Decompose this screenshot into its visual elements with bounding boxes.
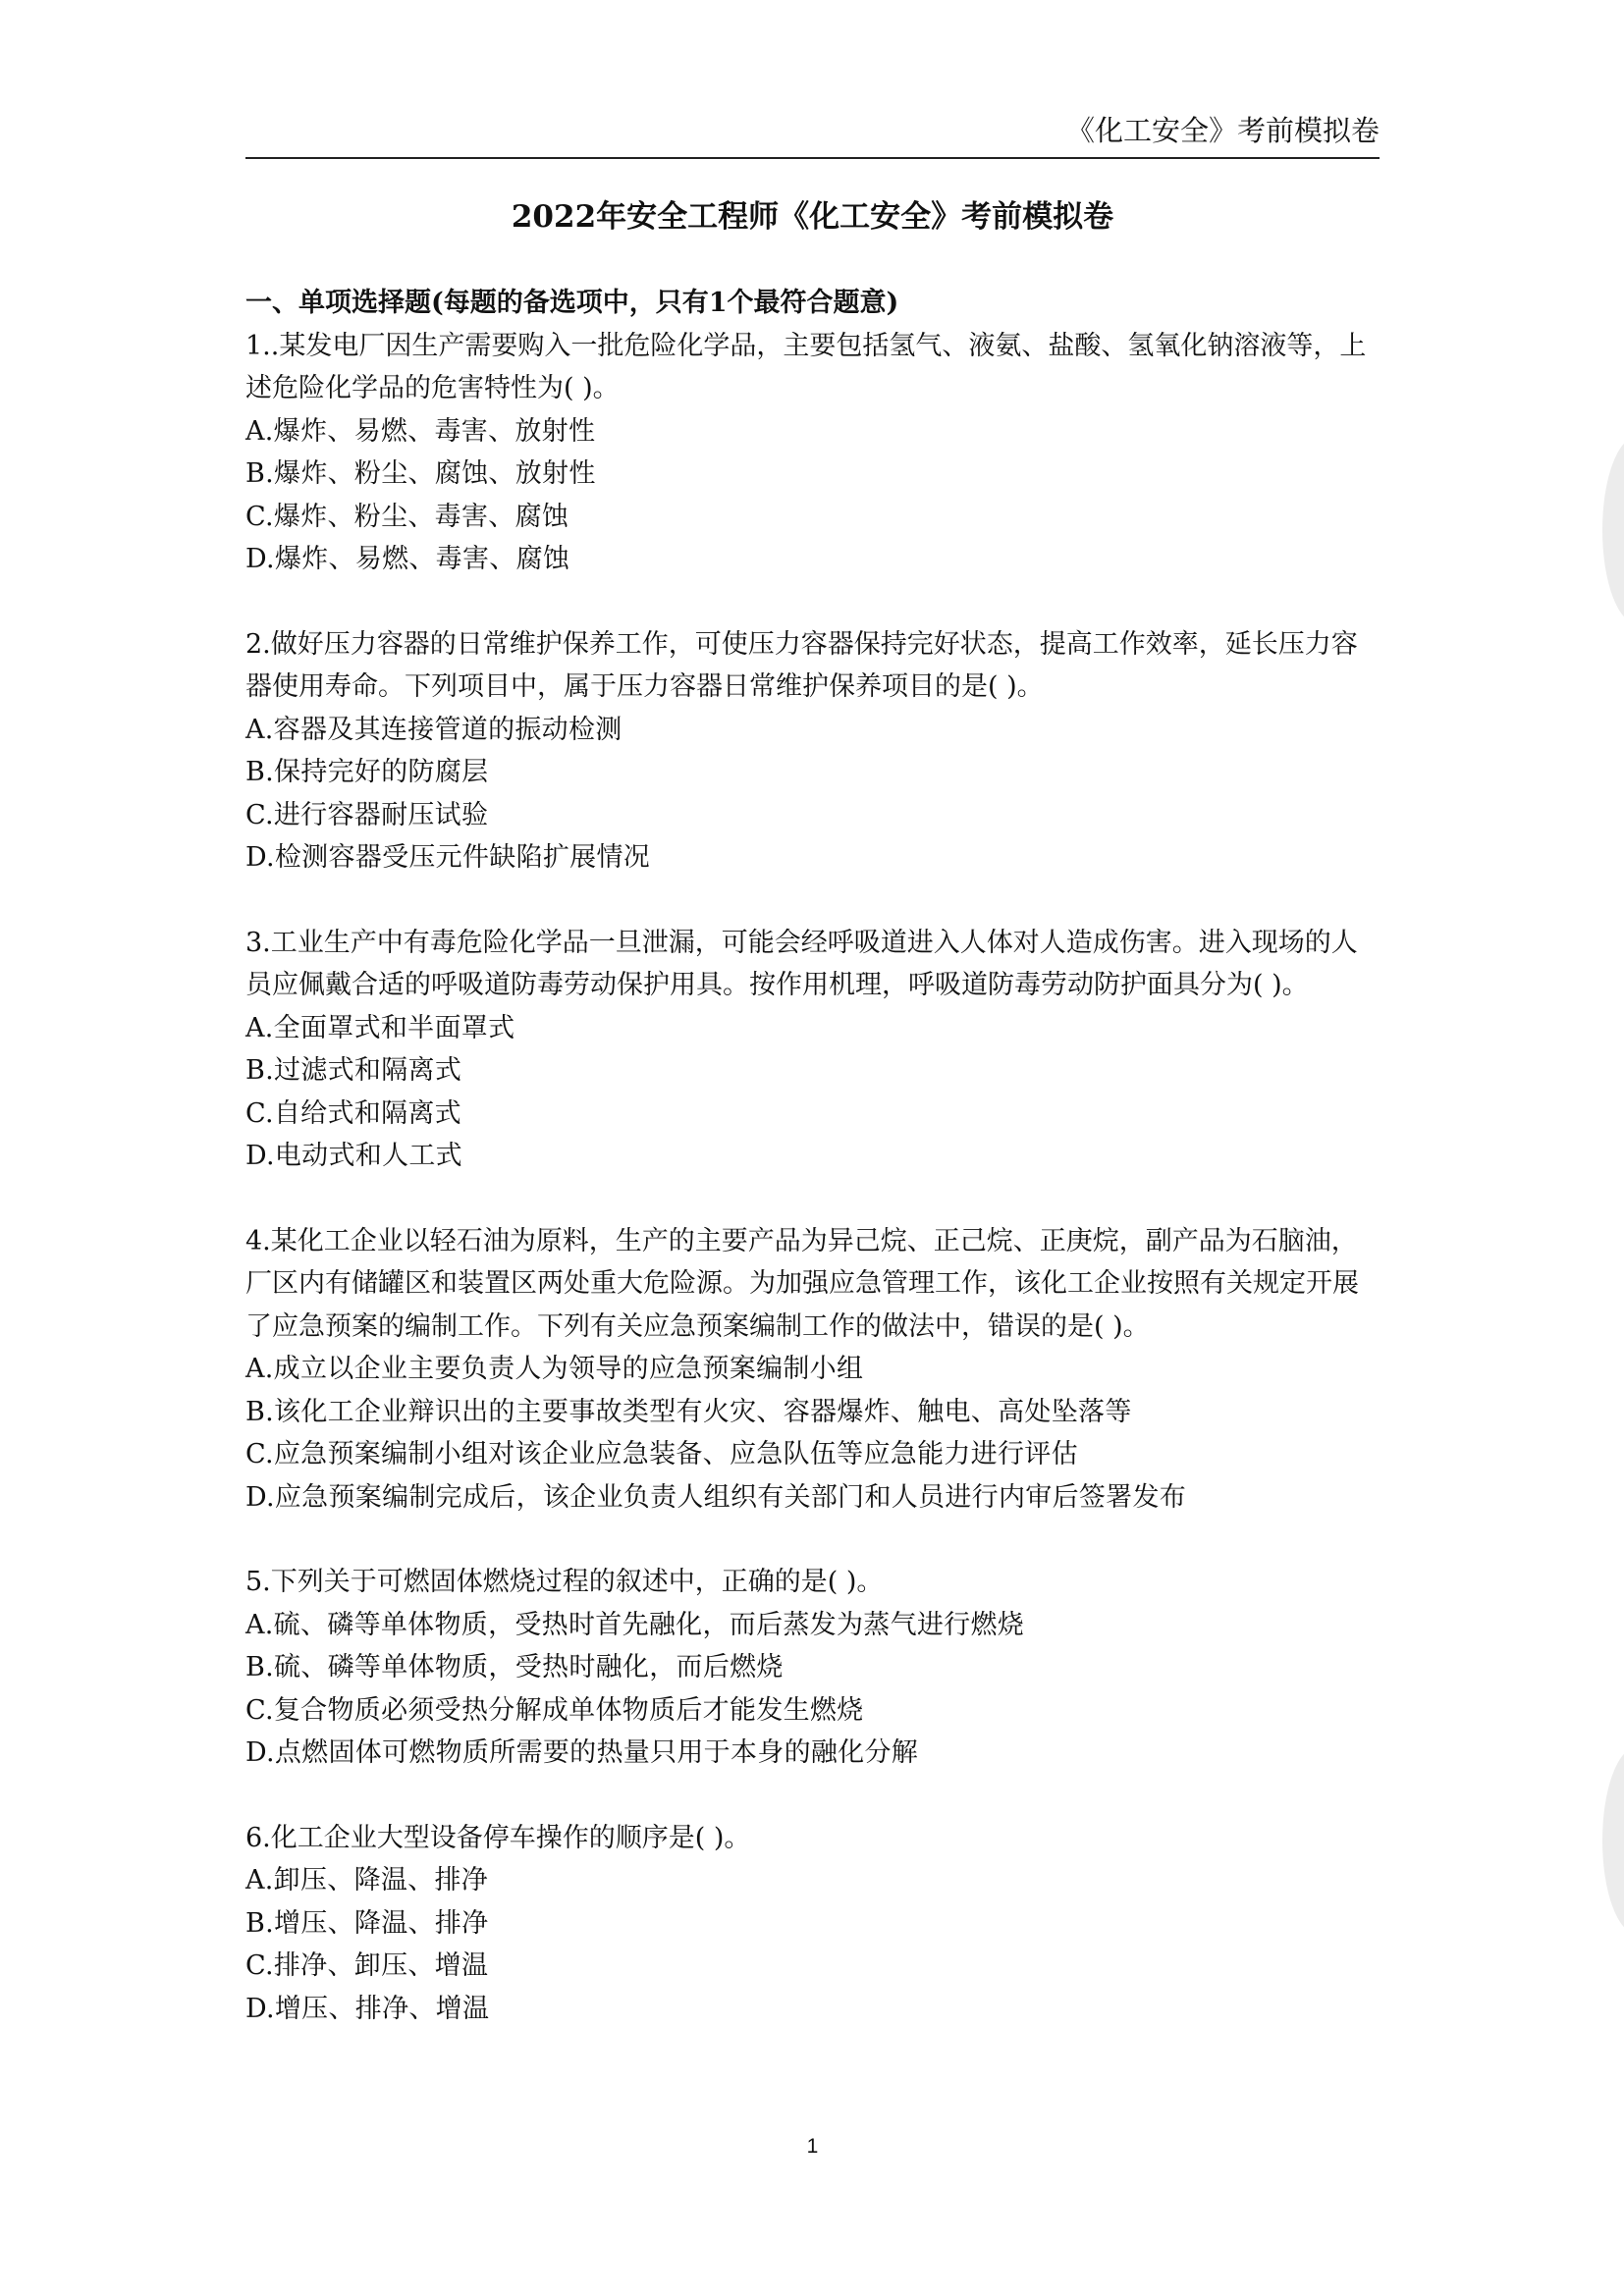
header-rule — [245, 157, 1380, 159]
question-3 — [245, 922, 1380, 1178]
question-stem: 4.某化工企业以轻石油为原料，生产的主要产品为异己烷、正己烷、正庚烷，副产品为石脑油，厂区内有储罐区和装置区两处重大危险源。为加强应急管理工作，该化工企业按照有关规定开展了应急预案的编制工作。下列有关应急预案编制工作的做法中，错误的是( )。 — [245, 1225, 1359, 1342]
option-c: C.排净、卸压、增温 — [245, 1950, 489, 1981]
option-b: B.过滤式和隔离式 — [245, 1055, 462, 1086]
option-b: B.该化工企业辩识出的主要事故类型有火灾、容器爆炸、触电、高处坠落等 — [245, 1396, 1132, 1427]
question-6 — [245, 1817, 1380, 2031]
option-d: D.点燃固体可燃物质所需要的热量只用于本身的融化分解 — [245, 1737, 919, 1768]
option-d: D.电动式和人工式 — [245, 1141, 462, 1171]
option-a: A.全面罩式和半面罩式 — [245, 1012, 515, 1043]
option-d: D.检测容器受压元件缺陷扩展情况 — [245, 842, 651, 873]
question-1 — [245, 325, 1380, 581]
option-d: D.爆炸、易燃、毒害、腐蚀 — [245, 544, 570, 574]
running-header: 《化工安全》考前模拟卷 — [1065, 114, 1380, 147]
option-a: A.容器及其连接管道的振动检测 — [245, 714, 623, 745]
exam-content — [245, 282, 1380, 2030]
option-c: C.进行容器耐压试验 — [245, 799, 489, 830]
option-c: C.自给式和隔离式 — [245, 1097, 461, 1129]
question-stem: 5.下列关于可燃固体燃烧过程的叙述中，正确的是( )。 — [245, 1567, 884, 1597]
question-2 — [245, 623, 1380, 880]
question-stem: 2.做好压力容器的日常维护保养工作，可使压力容器保持完好状态，提高工作效率，延长压力容器使用寿命。下列项目中，属于压力容器日常维护保养项目的是( )。 — [245, 628, 1358, 702]
option-d: D.应急预案编制完成后，该企业负责人组织有关部门和人员进行内审后签署发布 — [245, 1481, 1187, 1513]
option-c: C.爆炸、粉尘、毒害、腐蚀 — [245, 501, 569, 532]
question-5 — [245, 1561, 1380, 1775]
option-a: A.卸压、降温、排净 — [245, 1865, 489, 1896]
option-a: A.爆炸、易燃、毒害、放射性 — [245, 415, 596, 447]
question-stem: 3.工业生产中有毒危险化学品一旦泄漏，可能会经呼吸道进入人体对人造成伤害。进入现场的人员应佩戴合适的呼吸道防毒劳动保护用具。按作用机理，呼吸道防毒劳动防护面具分为( )。 — [245, 927, 1358, 1000]
option-a: A.成立以企业主要负责人为领导的应急预案编制小组 — [245, 1354, 864, 1384]
option-a: A.硫、磷等单体物质，受热时首先融化，而后蒸发为蒸气进行燃烧 — [245, 1609, 1025, 1640]
page-number: 1 — [806, 2135, 819, 2158]
option-c: C.复合物质必须受热分解成单体物质后才能发生燃烧 — [245, 1694, 864, 1726]
question-stem: 1..某发电厂因生产需要购入一批危险化学品，主要包括氢气、液氨、盐酸、氢氧化钠溶液等，上述危险化学品的危害特性为( )。 — [245, 330, 1367, 403]
option-b: B.保持完好的防腐层 — [245, 757, 489, 787]
option-b: B.增压、降温、排净 — [245, 1907, 489, 1939]
option-b: B.爆炸、粉尘、腐蚀、放射性 — [245, 458, 596, 489]
option-b: B.硫、磷等单体物质，受热时融化，而后燃烧 — [245, 1652, 784, 1682]
option-d: D.增压、排净、增温 — [245, 1993, 490, 2024]
option-c: C.应急预案编制小组对该企业应急装备、应急队伍等应急能力进行评估 — [245, 1439, 1078, 1469]
section-heading: 一、单项选择题(每题的备选项中，只有1个最符合题意) — [245, 288, 899, 318]
edge-shade — [1602, 1747, 1624, 1934]
document-title: 2022年安全工程师《化工安全》考前模拟卷 — [511, 199, 1114, 235]
question-4 — [245, 1220, 1380, 1520]
edge-shade — [1602, 437, 1624, 623]
question-stem: 6.化工企业大型设备停车操作的顺序是( )。 — [245, 1822, 751, 1853]
